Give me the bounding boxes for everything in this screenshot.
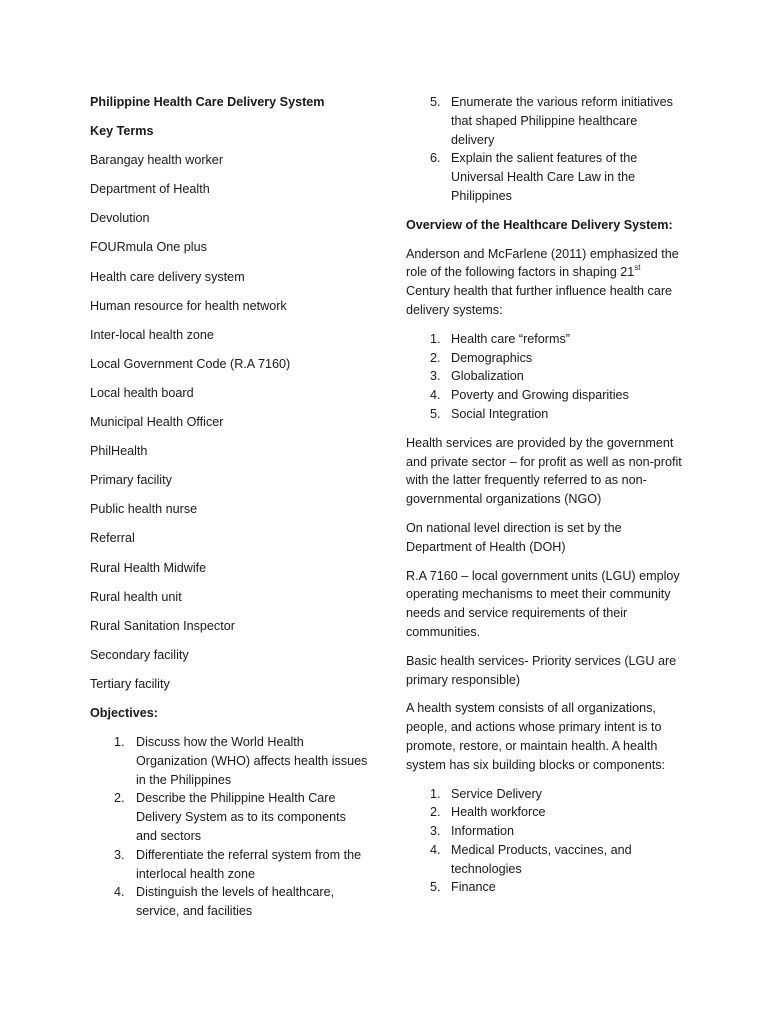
list-item [406,367,684,386]
list-number: 3. [430,824,441,839]
list-item [406,803,684,822]
list-item [406,841,684,879]
list-number: 2. [114,791,125,806]
list-number: 4. [430,388,441,403]
document-title: Philippine Health Care Delivery System [90,95,325,109]
list-item [406,349,684,368]
list-text: Service Delivery [451,786,542,801]
list-item [406,785,684,804]
list-text: Describe the Philippine Health Care Delivery System as to its components and sectors [136,791,346,844]
key-term: Municipal Health Officer [90,415,224,430]
key-term: FOURmula One plus [90,240,207,255]
list-item [406,878,684,897]
list-item [406,386,684,405]
list-item [406,405,684,424]
list-text: Explain the salient features of the Universal Health Care Law in the Philippines [451,151,638,203]
list-item [90,733,370,789]
list-number: 3. [430,369,441,384]
list-item [406,822,684,841]
list-number: 2. [430,805,441,820]
list-number: 1. [430,786,441,801]
overview-heading: Overview of the Healthcare Delivery System: [406,217,673,232]
key-term: Department of Health [90,182,210,197]
key-term: Primary facility [90,473,172,488]
body-paragraph: Health services are provided by the government and private sector – for profit as well as non-profit with the latter frequently referred to as non-governmental organizations (NGO) [406,435,682,507]
list-number: 1. [114,735,125,750]
list-text: Distinguish the levels of healthcare, service, and facilities [136,885,335,919]
key-term: Referral [90,531,135,546]
factors-list [406,330,684,424]
key-term: Public health nurse [90,502,198,517]
key-term: Health care delivery system [90,269,245,284]
ordinal-superscript: st [634,263,641,273]
intro-text: Anderson and McFarlene (2011) emphasized the role of the following factors in shaping 21 [406,246,679,280]
list-text: Enumerate the various reform initiatives that shaped Philippine healthcare delivery [451,95,673,147]
body-paragraph: R.A 7160 – local government units (LGU) employ operating mechanisms to meet their community needs and service requirements of their communities. [406,568,680,639]
list-text: Medical Products, vaccines, and technologies [451,842,632,876]
list-text: Social Integration [451,406,549,421]
objectives-list [90,733,370,921]
list-number: 5. [430,406,441,421]
list-item [90,846,370,884]
components-list [406,785,684,898]
key-term: Human resource for health network [90,298,287,313]
list-number: 5. [430,880,441,895]
intro-paragraph [406,245,684,320]
list-item [90,883,370,921]
key-term: Devolution [90,211,150,226]
key-term: Rural health unit [90,589,182,604]
left-column [90,93,370,921]
key-terms-heading: Key Terms [90,124,154,139]
objectives-list-continued [406,93,684,206]
key-term: Inter-local health zone [90,327,214,342]
list-text: Information [451,824,514,839]
body-paragraph: On national level direction is set by the Department of Health (DOH) [406,520,622,554]
list-number: 4. [430,842,441,857]
body-paragraph: Basic health services- Priority services (LGU are primary responsible) [406,653,677,687]
list-text: Finance [451,880,496,895]
list-item [406,149,684,205]
key-term: Local Government Code (R.A 7160) [90,356,291,371]
key-term: PhilHealth [90,444,148,459]
key-term: Local health board [90,385,194,400]
list-text: Demographics [451,350,533,365]
list-item [406,330,684,349]
list-number: 3. [114,847,125,862]
key-term: Tertiary facility [90,676,170,691]
key-term: Rural Sanitation Inspector [90,618,235,633]
list-item [90,789,370,845]
list-number: 1. [430,331,441,346]
list-text: Poverty and Growing disparities [451,388,629,403]
body-paragraph: A health system consists of all organizations, people, and actions whose primary intent is to promote, restore, or maintain health. A health system has six building blocks or components: [406,701,665,772]
list-text: Health care “reforms” [451,331,570,346]
list-number: 4. [114,885,125,900]
list-text: Differentiate the referral system from the interlocal health zone [136,847,362,881]
list-text: Globalization [451,369,524,384]
objectives-heading: Objectives: [90,705,158,720]
list-item [406,93,684,149]
intro-text-cont: Century health that further influence health care delivery systems: [406,284,673,317]
list-number: 6. [430,151,441,166]
list-number: 5. [430,95,441,109]
right-column [406,93,684,897]
list-text: Health workforce [451,805,546,820]
list-text: Discuss how the World Health Organization (WHO) affects health issues in the Philippines [136,735,368,787]
key-term: Secondary facility [90,647,189,662]
key-term: Rural Health Midwife [90,560,207,575]
key-term: Barangay health worker [90,153,224,168]
list-number: 2. [430,350,441,365]
